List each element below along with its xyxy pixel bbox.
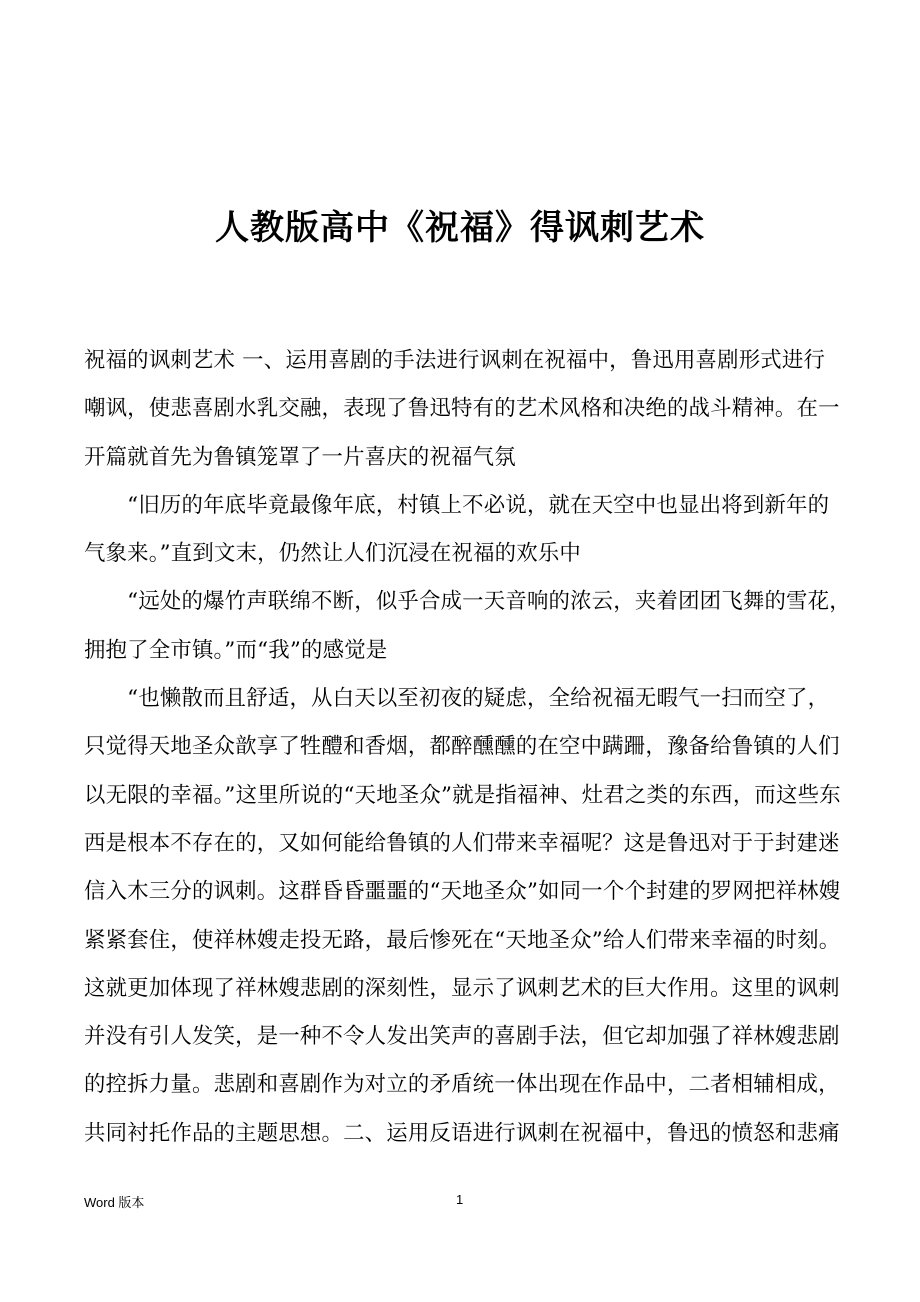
text-line: 气象来。”直到文末，仍然让人们沉浸在祝福的欢乐中 xyxy=(84,541,582,567)
text-line: 这就更加体现了祥林嫂悲剧的深刻性，显示了讽刺艺术的巨大作用。这里的讽刺 xyxy=(84,975,840,1001)
text-line: 的控拆力量。悲剧和喜剧作为对立的矛盾统一体出现在作品中，二者相辅相成， xyxy=(84,1072,840,1098)
document-title: 人教版高中《祝福》得讽刺艺术 xyxy=(215,208,705,248)
page-number: 1 xyxy=(456,1192,464,1207)
footer-label: Word 版本 xyxy=(84,1195,145,1210)
text-line: 只觉得天地圣众歆享了牲醴和香烟，都醉醺醺的在空中蹒跚，豫备给鲁镇的人们 xyxy=(84,734,840,760)
text-line: 祝福的讽刺艺术 一、运用喜剧的手法进行讽刺在祝福中，鲁迅用喜剧形式进行 xyxy=(84,348,826,373)
document-body xyxy=(84,343,851,1164)
text-line: “旧历的年底毕竟最像年底，村镇上不必说，就在天空中也显出将到新年的 xyxy=(84,492,830,518)
text-line: 西是根本不存在的，又如何能给鲁镇的人们带来幸福呢？这是鲁迅对于于封建迷 xyxy=(84,830,840,856)
text-line: 并没有引人发笑，是一种不令人发出笑声的喜剧手法，但它却加强了祥林嫂悲剧 xyxy=(84,1024,840,1050)
text-line: 开篇就首先为鲁镇笼罩了一片喜庆的祝福气氛 xyxy=(84,444,516,470)
text-line: 拥抱了全市镇。”而“我”的感觉是 xyxy=(84,637,388,663)
text-line: “远处的爆竹声联绵不断，似乎合成一天音响的浓云，夹着团团飞舞的雪花， xyxy=(84,589,851,615)
text-line: 嘲讽，使悲喜剧水乳交融，表现了鲁迅特有的艺术风格和决绝的战斗精神。在一 xyxy=(84,396,840,422)
text-line: 信入木三分的讽刺。这群昏昏噩噩的“天地圣众”如同一个个封建的罗网把祥林嫂 xyxy=(84,879,841,905)
text-line: 以无限的幸福。”这里所说的“天地圣众”就是指福神、灶君之类的东西，而这些东 xyxy=(84,782,841,808)
text-line: 共同衬托作品的主题思想。二、运用反语进行讽刺在祝福中，鲁迅的愤怒和悲痛 xyxy=(84,1120,840,1146)
text-line: 紧紧套住，使祥林嫂走投无路，最后惨死在“天地圣众”给人们带来幸福的时刻。 xyxy=(84,927,841,953)
text-line: “也懒散而且舒适，从白天以至初夜的疑虑，全给祝福无暇气一扫而空了， xyxy=(84,686,830,712)
